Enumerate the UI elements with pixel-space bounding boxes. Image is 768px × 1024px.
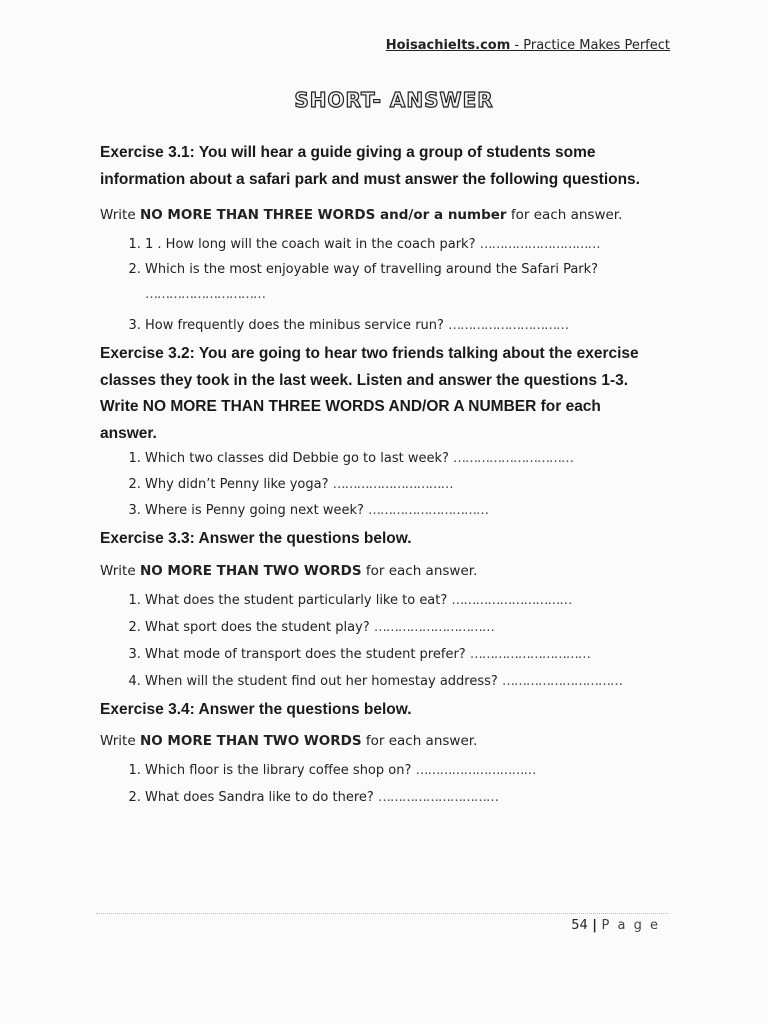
exercise-3-2-questions <box>100 451 660 518</box>
footer-separator: | <box>587 918 602 933</box>
question-item: 1. Which floor is the library coffee shop on? ………………………… <box>145 763 660 778</box>
header-tagline: Practice Makes Perfect <box>523 38 670 53</box>
answer-blank: ………………………… <box>469 646 590 662</box>
page-label: P a g e <box>601 918 660 933</box>
question-item: 3. What mode of transport does the student prefer? ………………………… <box>145 647 660 662</box>
answer-blank: ………………………… <box>373 619 494 635</box>
exercise-3-1-heading: Exercise 3.1: You will hear a guide giving a group of students some information about a safari park and must answer the following questions. <box>100 144 640 188</box>
answer-blank: ………………………… <box>332 477 453 492</box>
question-item: 1. Which two classes did Debbie go to last week? ………………………… <box>145 451 660 466</box>
question-item: 3. How frequently does the minibus service run? ………………………… <box>145 318 660 333</box>
answer-blank: ………………………… <box>448 318 569 333</box>
answer-blank: ………………………… <box>415 763 536 778</box>
question-item: 2. Which is the most enjoyable way of travelling around the Safari Park? ………………………… <box>145 262 660 302</box>
exercise-3-2-heading: Exercise 3.2: You are going to hear two friends talking about the exercise classes they took in the last week. Listen and answer the questions 1-3. Write NO MORE THAN THREE WORDS AND/OR A NUMBER for each answer. <box>100 345 639 442</box>
footer-divider <box>96 913 668 914</box>
answer-blank: ………………………… <box>145 287 265 302</box>
question-item: 1. 1 . How long will the coach wait in the coach park? ………………………… <box>145 237 660 252</box>
answer-blank: ………………………… <box>451 592 572 608</box>
answer-blank: ………………………… <box>501 673 622 689</box>
question-item: 1. What does the student particularly like to eat? ………………………… <box>145 593 660 608</box>
header-site: Hoisachielts.com <box>385 38 511 53</box>
question-item: 2. Why didn’t Penny like yoga? ………………………… <box>145 477 660 492</box>
exercise-3-4-questions <box>100 763 660 805</box>
exercise-3-4-heading: Exercise 3.4: Answer the questions below. <box>100 700 412 718</box>
question-item: 4. When will the student find out her homestay address? ………………………… <box>145 674 660 689</box>
exercise-3-3-heading: Exercise 3.3: Answer the questions below. <box>100 530 412 547</box>
exercise-content <box>100 140 660 805</box>
exercise-3-1-questions <box>100 237 660 333</box>
header-separator: - <box>510 38 524 53</box>
answer-blank: ………………………… <box>453 451 574 466</box>
exercise-3-3-questions <box>100 593 660 689</box>
question-item: 3. Where is Penny going next week? ………………………… <box>145 503 660 518</box>
page-footer <box>571 918 660 933</box>
question-item: 2. What sport does the student play? ………………………… <box>145 620 660 635</box>
answer-blank: ………………………… <box>368 503 489 518</box>
question-item: 2. What does Sandra like to do there? ………………………… <box>145 790 660 805</box>
exercise-3-3-instruction: Write NO MORE THAN TWO WORDS for each answer. <box>100 562 478 579</box>
page-title: SHORT- ANSWER <box>294 88 494 112</box>
page-header <box>386 38 670 53</box>
answer-blank: ………………………… <box>479 237 600 252</box>
page-number: 54 <box>571 918 588 933</box>
exercise-3-1-instruction: Write NO MORE THAN THREE WORDS and/or a number for each answer. <box>100 207 623 223</box>
answer-blank: ………………………… <box>377 790 498 805</box>
exercise-3-4-instruction: Write NO MORE THAN TWO WORDS for each answer. <box>100 733 478 749</box>
